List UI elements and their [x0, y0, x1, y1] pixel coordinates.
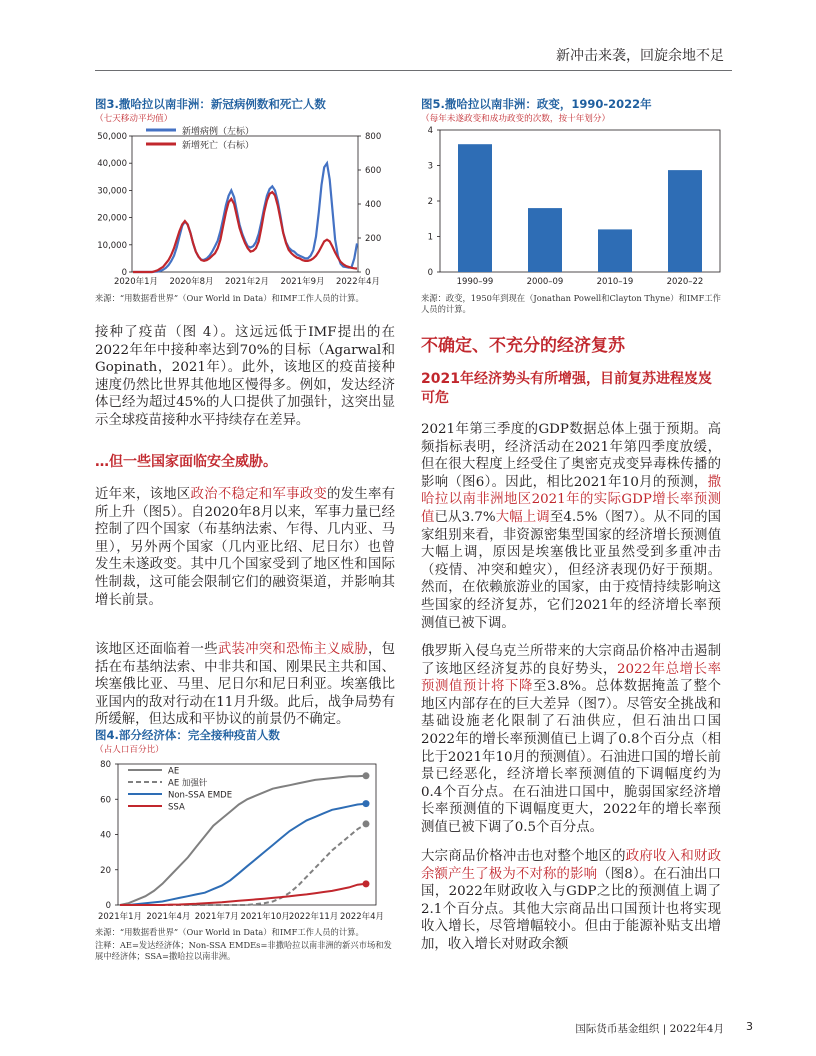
fig4-x-tick-label: 2021年4月: [146, 912, 191, 922]
fig4-note: 注释：AE=发达经济体；Non-SSA EMDEs=非撒哈拉以南非洲的新兴市场和发展中经济体；SSA=撒哈拉以南非洲。: [95, 940, 392, 961]
fig4-legend-label: AE: [168, 766, 180, 777]
left-heading: …但一些国家面临安全威胁。: [95, 454, 277, 470]
fig5-x-tick-label: 2020–22: [666, 277, 704, 287]
section-heading: 不确定、不充分的经济复苏: [421, 336, 625, 356]
fig4-legend-label: AE 加强针: [168, 778, 208, 789]
right-p3-text-a: 大宗商品价格冲击也对整个地区的: [421, 849, 626, 864]
fig4-series-end-marker: [363, 772, 370, 779]
fig4-series-line-2: [120, 824, 366, 905]
fig3-right-tick-label: 400: [365, 200, 382, 210]
fig5-y-tick-label: 3: [427, 161, 433, 172]
page-number: 3: [746, 1020, 753, 1033]
fig5-bar: [458, 144, 492, 272]
fig5-y-tick-label: 0: [427, 268, 433, 278]
right-paragraph-2: [421, 643, 721, 837]
fig3-source: 来源：“用数据看世界”（Our World in Data）和IMF工作人员的计算。: [95, 293, 364, 303]
fig4-y-tick-label: 20: [100, 865, 111, 876]
right-p1-text-b: 已从3.7%: [434, 509, 496, 525]
fig5-bar: [598, 229, 632, 272]
fig4-series-end-marker: [363, 820, 370, 827]
fig4-subtitle: （占人口百分比）: [95, 745, 164, 755]
fig3-x-tick-label: 2022年4月: [335, 277, 381, 287]
fig4-y-tick-label: 60: [100, 795, 111, 806]
fig3-left-tick-label: 30,000: [97, 186, 127, 197]
running-head: 新冲击来袭，回旋余地不足: [556, 48, 724, 64]
subsection-heading: 2021年经济势头有所增强，目前复苏进程岌岌可危: [421, 371, 712, 406]
left-paragraph-3: [95, 641, 395, 729]
right-p3-highlight: 政府收入和财政余额产生了极为不对称的影响: [421, 849, 722, 882]
fig3-right-tick-label: 800: [365, 132, 382, 142]
fig3-x-tick-label: 2021年2月: [224, 277, 270, 287]
left-p2-text-b: 的发生率有所上升（图5）。自2020年8月以来，军事力量已经控制了四个国家（布基纳法索、乍得、几内亚、马里），另外两个国家（几内亚比绍、尼日尔）也曾发生未遂政变。其中几个国家受到了地区性和国际性制裁，这可能会限制它们的融资渠道，并影响其增长前景。: [95, 487, 396, 608]
right-p1-highlight-2: 大幅上调: [495, 509, 550, 525]
fig5-y-tick-label: 4: [427, 126, 433, 136]
fig4-legend-label: SSA: [168, 802, 185, 813]
right-p1-text-c: 至4.5%（图7）。从不同的国家组别来看，非资源密集型国家的经济增长预测值大幅上调，原因是埃塞俄比亚虽然受到多重冲击（疫情、冲突和蝗灾），但经济表现仍好于预期。然而，在依赖旅游业的国家，由于疫情持续影响这些国家的经济复苏，它们2021年的经济增长率预测值已被下调。: [421, 509, 721, 631]
fig3-plot-frame: [132, 136, 358, 272]
fig3-left-tick-label: 20,000: [97, 213, 127, 224]
left-p3-text-a: 该地区还面临着一些: [95, 642, 218, 657]
fig5-y-tick-label: 2: [427, 197, 433, 207]
fig3-x-tick-label: 2020年1月: [113, 277, 159, 287]
fig4-x-tick-label: 2021年10月: [240, 912, 290, 922]
fig3-x-tick-label: 2021年9月: [280, 277, 325, 287]
fig3-right-tick-label: 600: [365, 166, 382, 176]
right-paragraph-1: [421, 421, 721, 632]
left-paragraph-2: [95, 486, 395, 609]
fig4-source: 来源：“用数据看世界”（Our World in Data）和IMF工作人员的计算。: [95, 927, 364, 937]
fig4-x-tick-label: 2022年4月: [339, 912, 385, 922]
right-p2-highlight: 2022年总增长率预测值预计将下降: [421, 661, 722, 695]
fig3-left-tick-label: 40,000: [97, 159, 127, 170]
fig4-legend-label: Non-SSA EMDE: [168, 790, 233, 801]
left-p2-highlight: 政治不稳定和军事政变: [190, 487, 328, 502]
fig5-bar: [668, 170, 702, 272]
fig3-left-tick-label: 10,000: [97, 240, 127, 251]
fig3-legend-label: 新增病例（左标）: [182, 127, 255, 137]
fig4-y-tick-label: 80: [100, 760, 111, 770]
left-p3-highlight: 武装冲突和恐怖主义威胁: [217, 642, 368, 657]
fig5-title: 图5.撒哈拉以南非洲：政变，1990-2022年: [421, 97, 652, 111]
right-p2-text-b: 至3.8%。总体数据掩盖了整个地区内部存在的巨大差异（图7）。尽管安全挑战和基础设施老化限制了石油供应，但石油出口国2022年的增长率预测值已上调了0.8个百分点（相比于2021年10月的预测值）。石油进口国的增长前景已经恶化，经济增长率预测值的下调幅度约为0.4个百分点。在石油进口国中，脆弱国家经济增长率预测值的下调幅度更大，2022年的增长率预测值已被下调了0.5个百分点。: [421, 679, 722, 835]
right-p1-highlight: 撒哈拉以南非洲地区2021年的实际GDP增长率预测值: [421, 474, 721, 525]
right-p3-text-b: （图8）。在石油出口国，2022年财政收入与GDP之比的预测值上调了2.1个百分点。其他大宗商品出口国预计也将实现收入增长，尽管增幅较小。但由于能源补贴支出增加，收入增长对财政余额: [421, 866, 722, 952]
fig5-x-tick-label: 1990–99: [456, 277, 494, 287]
left-p2-text-a: 近年来，该地区: [95, 487, 191, 502]
fig3-right-tick-label: 0: [365, 268, 371, 278]
fig4-x-tick-label: 2022年11月: [288, 912, 339, 922]
fig3-x-tick-label: 2020年8月: [169, 277, 214, 287]
fig3-left-tick-label: 0: [121, 268, 127, 278]
right-paragraph-3: [421, 848, 721, 954]
fig5-y-tick-label: 1: [427, 232, 433, 243]
footer: 国际货币基金组织 | 2022年4月: [575, 1023, 724, 1035]
fig5-source: 来源：政变，1950年到现在（Jonathan Powell和Clayton Thyne）和IMF工作人员的计算。: [421, 293, 721, 314]
fig4-series-end-marker: [363, 800, 370, 807]
fig4-x-tick-label: 2021年7月: [194, 912, 239, 922]
right-p1-text-a: 2021年第三季度的GDP数据总体上强于预期。高频指标表明，经济活动在2021年第四季度放缓，但在很大程度上经受住了奥密克戎变异毒株传播的影响（图6）。因此，相比2021年10月的预测，: [421, 422, 721, 490]
fig4-y-tick-label: 40: [100, 830, 111, 841]
fig3-series-line-2: [133, 192, 357, 272]
fig3-subtitle: （七天移动平均值）: [95, 114, 173, 124]
fig5-x-tick-label: 2000–09: [526, 277, 564, 287]
fig4-series-end-marker: [363, 880, 370, 887]
fig3-series-line-1: [133, 163, 357, 272]
fig3-chart: [92, 124, 402, 292]
fig3-title: 图3.撒哈拉以南非洲：新冠病例数和死亡人数: [95, 97, 326, 111]
fig4-chart: [92, 754, 397, 926]
fig4-y-tick-label: 0: [105, 901, 111, 911]
fig5-bar: [528, 208, 562, 272]
left-p3-text-b: ，包括在布基纳法索、中非共和国、刚果民主共和国、埃塞俄比亚、马里、尼日尔和尼日利亚。埃塞俄比亚国内的敌对行动在11月升级。此后，战争局势有所缓解，但达成和平协议的前景仍不确定。: [95, 642, 396, 728]
fig5-subtitle: （每年未遂政变和成功政变的次数，按十年划分）: [421, 114, 611, 124]
fig5-chart: [418, 124, 738, 292]
fig5-x-tick-label: 2010–19: [596, 277, 634, 287]
fig4-x-tick-label: 2021年1月: [97, 912, 143, 922]
header-rule: [95, 70, 732, 71]
fig3-legend-label: 新增死亡（右标）: [182, 141, 255, 151]
right-p2-text-a: 俄罗斯入侵乌克兰所带来的大宗商品价格冲击遏制了该地区经济复苏的良好势头，: [421, 644, 721, 677]
left-paragraph-1: 接种了疫苗（图 4）。这远远低于IMF提出的在2022年年中接种率达到70%的目标（Agarwal和Gopinath，2021年）。此外，该地区的疫苗接种速度仍然比世界其他地区慢得多。例如，发达经济体已经为超过45%的人口提供了加强针，这突出显示全球疫苗接种水平持续存在差异。: [95, 325, 395, 428]
fig4-plot-frame: [118, 764, 376, 905]
fig4-title: 图4.部分经济体：完全接种疫苗人数: [95, 728, 280, 742]
fig4-series-line-1: [120, 776, 366, 905]
fig3-left-tick-label: 50,000: [97, 132, 127, 142]
fig3-right-tick-label: 200: [365, 234, 382, 244]
